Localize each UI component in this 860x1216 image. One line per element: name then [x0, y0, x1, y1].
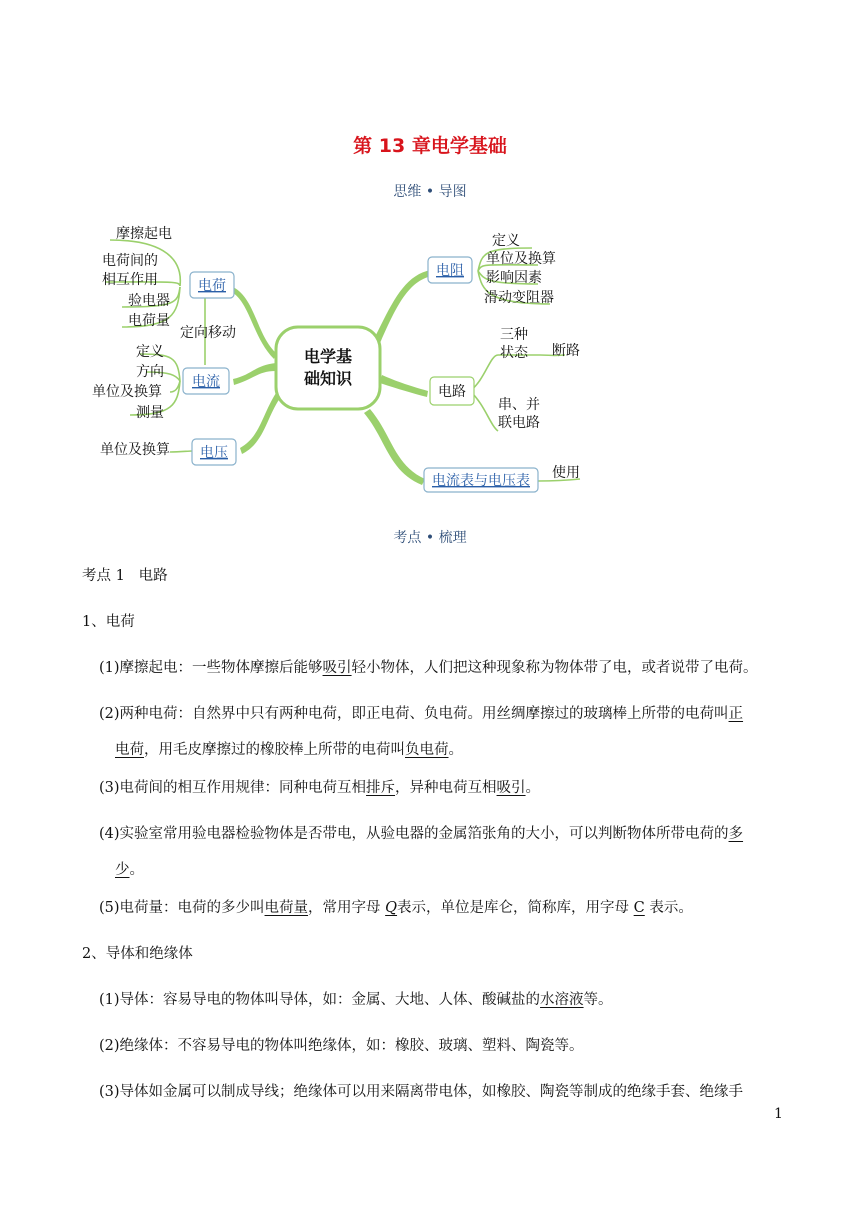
center-node [276, 327, 380, 409]
voltage-leaf-units: 单位及换算 [100, 442, 170, 458]
current-leaf-measurement: 测量 [136, 405, 164, 421]
charge-leaf-friction: 摩擦起电 [116, 226, 172, 242]
review-section-heading: 考点 • 梳理 [393, 530, 467, 546]
page-number: 1 [774, 1106, 783, 1122]
current-label: 电流 [192, 374, 220, 390]
current-leaf-units: 单位及换算 [92, 384, 162, 400]
meters-leaf-use: 使用 [552, 465, 580, 481]
paragraph-interaction-law: (3)电荷间的相互作用规律：同种电荷互相排斥，异种电荷互相吸引。 [99, 780, 541, 796]
circuit-series-line1: 串、并 [498, 397, 540, 413]
mind-map [80, 215, 600, 500]
paragraph-two-charges: (2)两种电荷：自然界中只有两种电荷，即正电荷、负电荷。用丝绸摩擦过的玻璃棒上所带的电荷叫正 电荷，用毛皮摩擦过的橡胶棒上所带的电荷叫负电荷。 [99, 706, 744, 758]
charge-leaf-electroscope: 验电器 [128, 293, 170, 309]
paragraph-uses: (3)导体如金属可以制成导线；绝缘体可以用来隔离带电体，如橡胶、陶瓷等制成的绝缘手套、绝缘手 [99, 1084, 744, 1100]
charge-leaf-quantity: 电荷量 [128, 313, 170, 329]
current-leaf-direction: 方向 [136, 364, 164, 380]
charge-leaf-interaction-1: 电荷间的 [102, 253, 158, 269]
resistance-leaf-definition: 定义 [492, 233, 520, 249]
review-content [82, 566, 782, 1128]
paragraph-conductor: (1)导体：容易导电的物体叫导体，如：金属、大地、人体、酸碱盐的水溶液等。 [99, 992, 613, 1008]
resistance-leaf-rheostat: 滑动变阻器 [484, 290, 554, 306]
charge-leaf-interaction-2: 相互作用 [102, 272, 158, 288]
charge-label: 电荷 [198, 278, 226, 294]
kaodian-heading [82, 566, 782, 612]
current-leaf-definition: 定义 [136, 344, 164, 360]
section-heading-conductors: 2、导体和绝缘体 [82, 946, 193, 962]
link-label-directed-motion: 定向移动 [180, 325, 236, 341]
paragraph-charge-quantity: (5)电荷量：电荷的多少叫电荷量，常用字母 Q表示，单位是库仑，简称库，用字母 C 表示。 [99, 900, 693, 916]
section-heading-charge: 1、电荷 [82, 614, 135, 630]
kaodian-title: 电路 [138, 568, 168, 584]
circuit-state-line1: 三种 [500, 327, 528, 343]
circuit-label: 电路 [438, 384, 466, 400]
resistance-label: 电阻 [436, 263, 464, 279]
voltage-label: 电压 [200, 445, 228, 461]
resistance-leaf-units: 单位及换算 [486, 251, 556, 267]
paragraph-electroscope: (4)实验室常用验电器检验物体是否带电，从验电器的金属箔张角的大小，可以判断物体所带电荷的多 少。 [99, 826, 744, 878]
circuit-series-line2: 联电路 [498, 415, 540, 431]
page-title: 第 13 章电学基础 [353, 135, 507, 157]
kaodian-label: 考点 1 [82, 568, 125, 584]
paragraph-friction: (1)摩擦起电：一些物体摩擦后能够吸引轻小物体，人们把这种现象称为物体带了电，或者说带了电荷。 [99, 660, 758, 676]
meters-label: 电流表与电压表 [432, 473, 530, 489]
resistance-leaf-factors: 影响因素 [486, 270, 542, 286]
circuit-leaf-open-circuit: 断路 [552, 343, 580, 359]
paragraph-insulator: (2)绝缘体：不容易导电的物体叫绝缘体，如：橡胶、玻璃、塑料、陶瓷等。 [99, 1038, 584, 1054]
center-node-line2: 础知识 [303, 369, 353, 388]
center-node-line1: 电学基 [303, 347, 353, 366]
circuit-state-line2: 状态 [500, 345, 528, 361]
mindmap-section-heading: 思维 • 导图 [393, 184, 467, 200]
